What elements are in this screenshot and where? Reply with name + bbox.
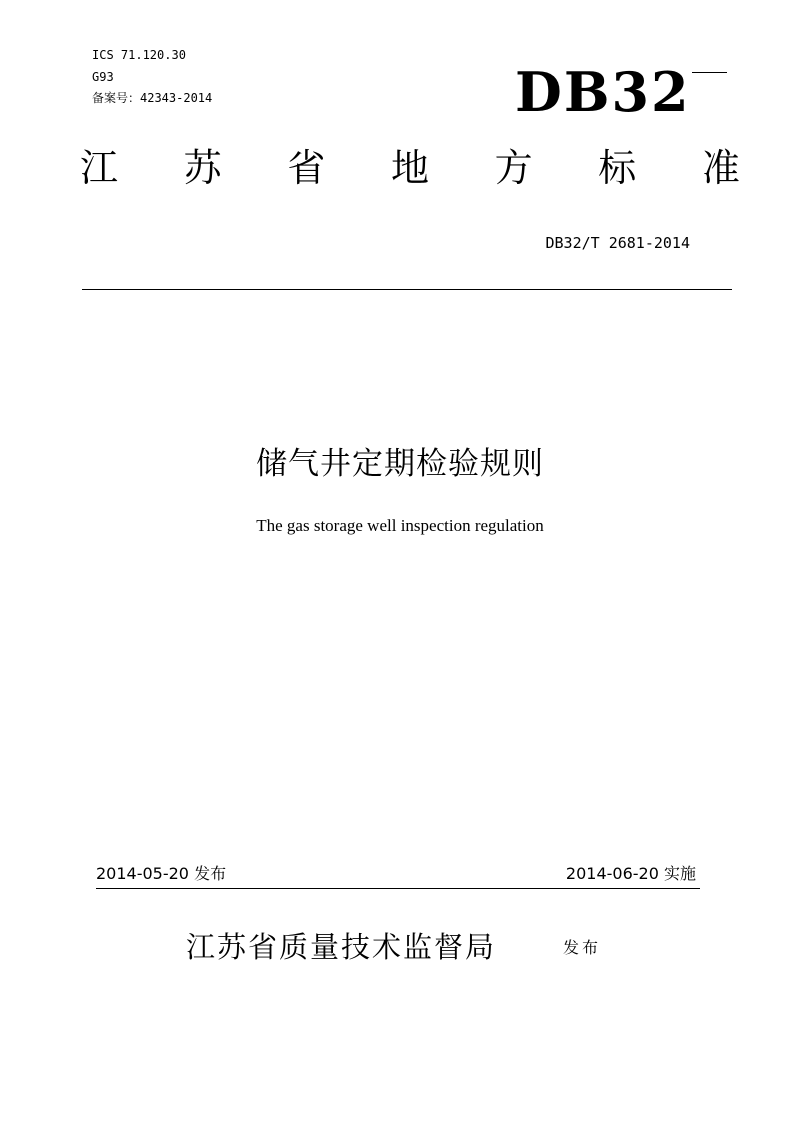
standard-type-char: 苏 bbox=[183, 146, 222, 190]
standard-type-char: 地 bbox=[390, 146, 429, 190]
classification-code: G93 bbox=[92, 70, 114, 84]
issuing-authority: 江苏省质量技术监督局 bbox=[186, 930, 497, 964]
issue-date: 2014-05-20 发布 bbox=[96, 864, 227, 883]
standard-type-heading bbox=[80, 146, 740, 190]
implementation-date: 2014-06-20 实施 bbox=[565, 864, 696, 883]
standard-type-char: 准 bbox=[701, 146, 740, 190]
standard-type-char: 标 bbox=[598, 146, 637, 190]
standard-type-char: 江 bbox=[80, 146, 119, 190]
footer-divider bbox=[96, 888, 700, 889]
logo-overline bbox=[692, 72, 727, 73]
standard-type-char: 方 bbox=[494, 146, 533, 190]
document-title-chinese: 储气井定期检验规则 bbox=[256, 446, 544, 482]
ics-code: ICS 71.120.30 bbox=[92, 48, 186, 62]
standard-type-char: 省 bbox=[287, 146, 326, 190]
header-divider bbox=[82, 289, 732, 290]
standard-logo: DB32 bbox=[515, 60, 691, 124]
issuing-authority-suffix: 发布 bbox=[563, 938, 602, 957]
filing-number: 备案号：42343-2014 bbox=[92, 91, 213, 105]
document-title-english: The gas storage well inspection regulation bbox=[256, 516, 544, 535]
standard-number: DB32/T 2681-2014 bbox=[545, 234, 690, 252]
